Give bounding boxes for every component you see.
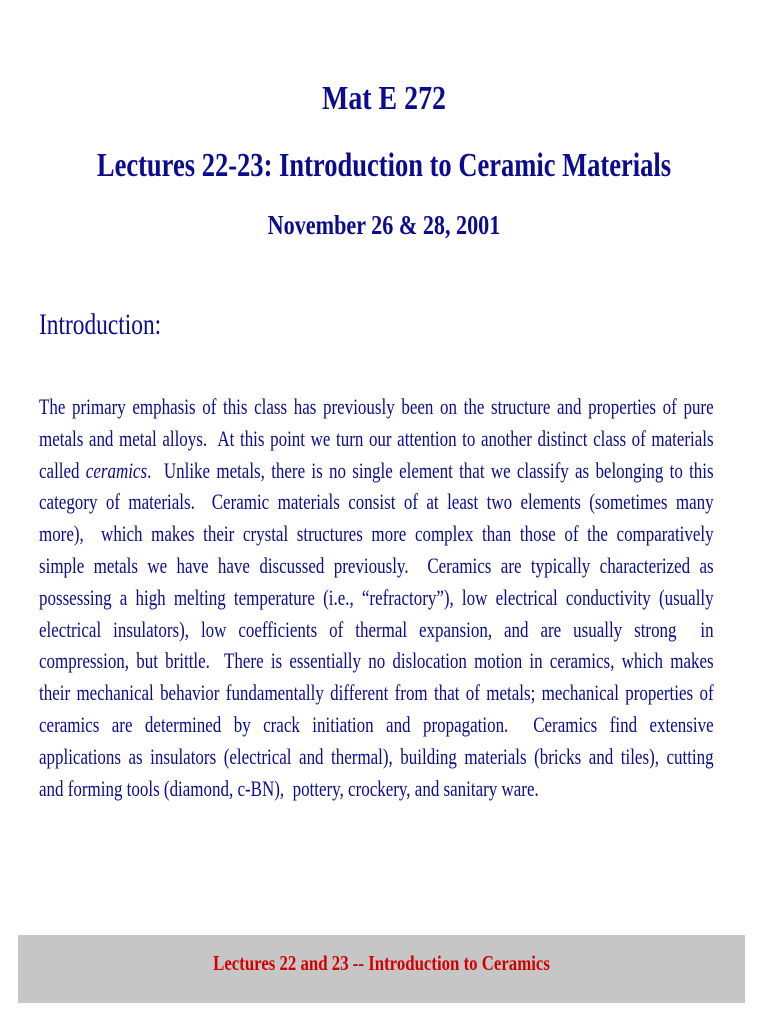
paragraph-line: metals and metal alloys. At this point we turn our attention to another distinct class of materials xyxy=(39,425,714,451)
paragraph-line: their mechanical behavior fundamentally different from that of metals; mechanical properties of xyxy=(39,680,714,706)
paragraph-line: compression, but brittle. There is essentially no dislocation motion in ceramics, which makes xyxy=(39,648,714,674)
paragraph-line: more), which makes their crystal structures more complex than those of the comparatively xyxy=(39,521,714,547)
paragraph-line: category of materials. Ceramic materials consist of at least two elements (sometimes many xyxy=(39,489,714,515)
lecture-title: Lectures 22-23: Introduction to Ceramic Materials xyxy=(96,147,672,184)
paragraph-line: applications as insulators (electrical and thermal), building materials (bricks and tiles), cutting xyxy=(39,743,714,769)
course-title: Mat E 272 xyxy=(322,80,446,117)
paragraph-line: and forming tools (diamond, c-BN), pottery, crockery, and sanitary ware. xyxy=(39,775,539,801)
paragraph-line: called ceramics. Unlike metals, there is no single element that we classify as belonging to this xyxy=(39,457,714,483)
footer-bar xyxy=(18,935,745,1003)
paragraph-line: electrical insulators), low coefficients of thermal expansion, and are usually strong in xyxy=(39,616,714,642)
paragraph-line: The primary emphasis of this class has previously been on the structure and properties of pure xyxy=(39,394,714,419)
paragraph-line: possessing a high melting temperature (i.e., “refractory”), low electrical conductivity (usually xyxy=(39,584,714,610)
section-heading: Introduction: xyxy=(39,308,162,341)
paragraph-line: ceramics are determined by crack initiation and propagation. Ceramics find extensive xyxy=(39,711,714,737)
footer-title: Lectures 22 and 23 -- Introduction to Ceramics xyxy=(213,951,550,975)
lecture-date: November 26 & 28, 2001 xyxy=(267,210,501,240)
emphasized-term: ceramics xyxy=(85,457,148,483)
paragraph-line: simple metals we have have discussed previously. Ceramics are typically characterized as xyxy=(39,552,714,578)
intro-paragraph xyxy=(39,391,714,804)
